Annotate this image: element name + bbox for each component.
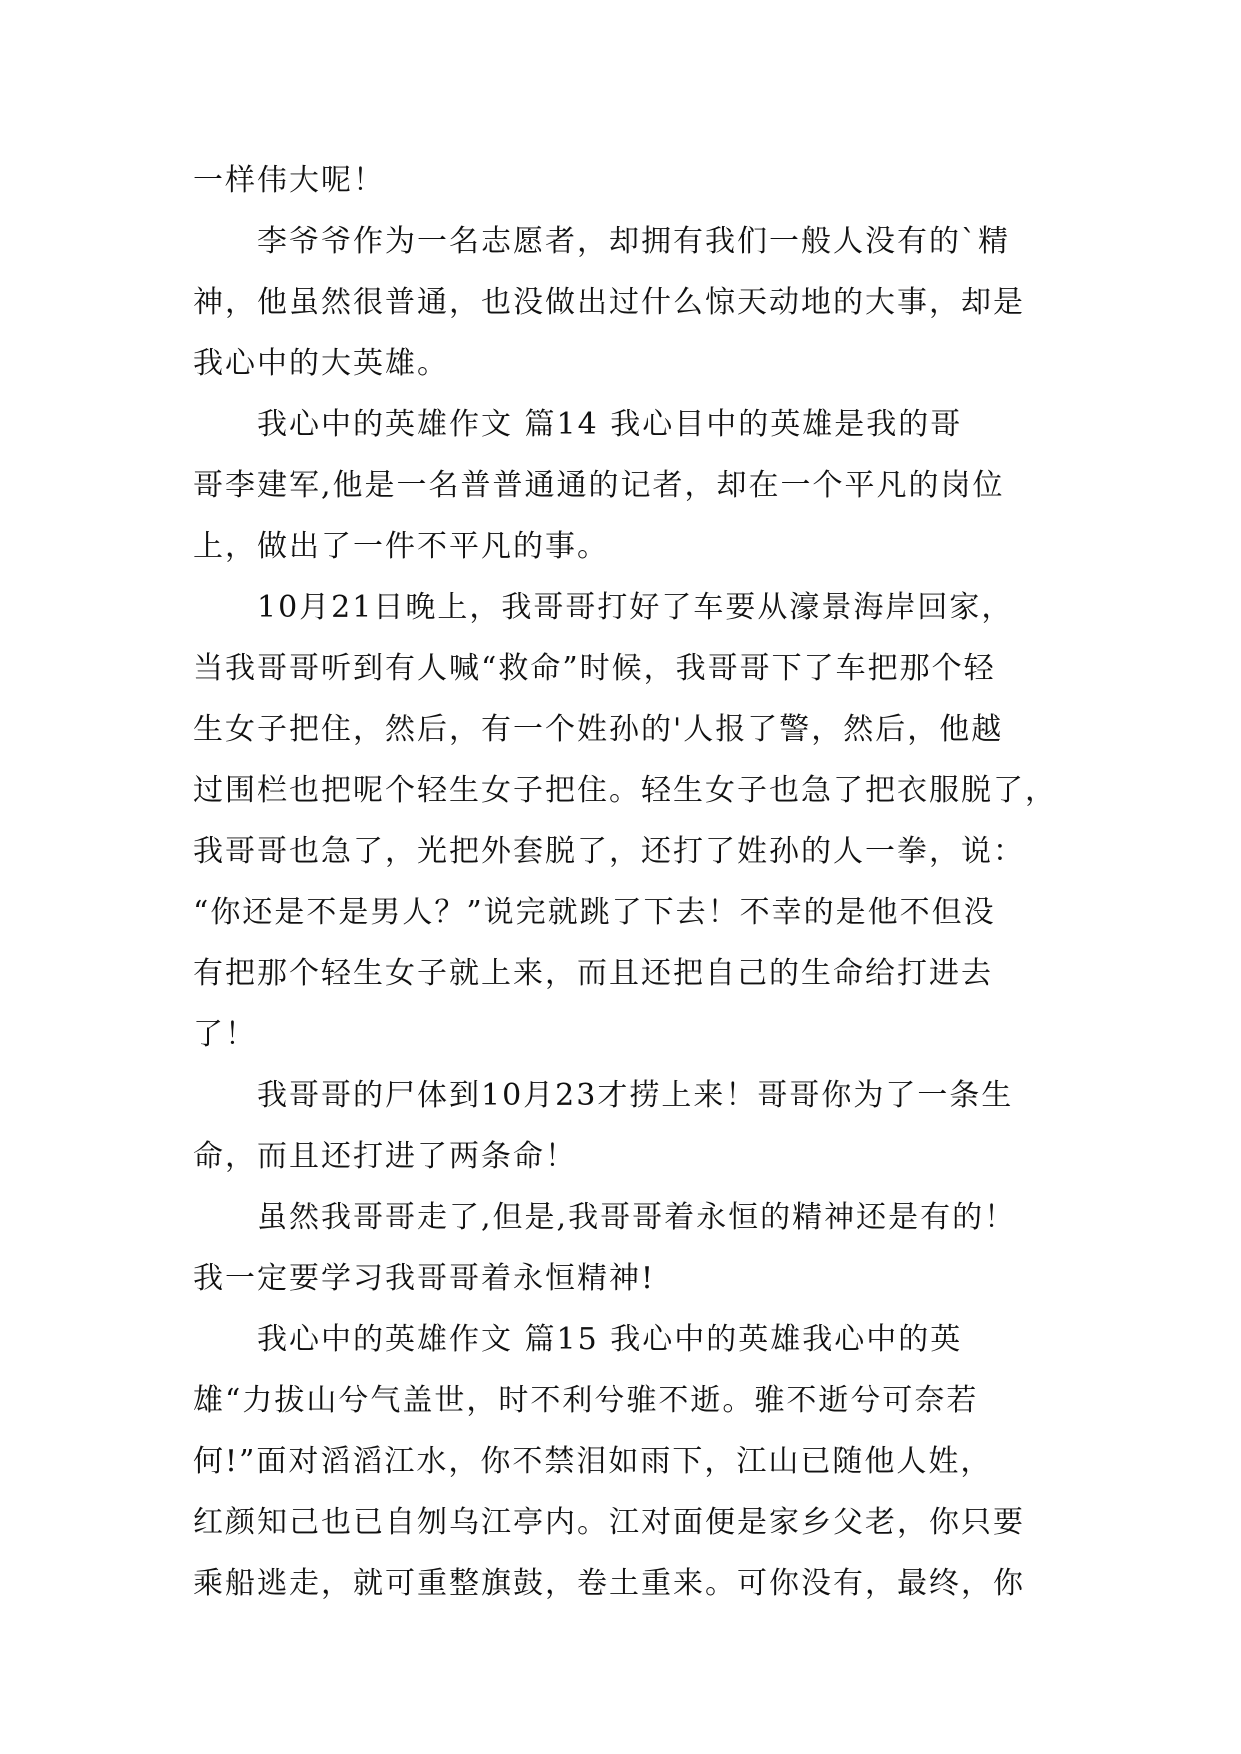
text-line: 神，他虽然很普通，也没做出过什么惊天动地的大事，却是 [193, 285, 1025, 320]
text-line: 何!”面对滔滔江水，你不禁泪如雨下，江山已随他人姓， [193, 1444, 993, 1479]
text-line: 李爷爷作为一名志愿者，却拥有我们一般人没有的`精 [257, 224, 1010, 259]
text-line: 我心中的英雄作文 篇15 我心中的英雄我心中的英 [257, 1322, 963, 1357]
text-line: 过围栏也把呢个轻生女子把住。轻生女子也急了把衣服脱了， [193, 773, 1057, 808]
text-line: 我一定要学习我哥哥着永恒精神! [193, 1261, 656, 1296]
text-line: 有把那个轻生女子就上来，而且还把自己的生命给打进去 [193, 956, 993, 991]
text-line: 命，而且还打进了两条命！ [193, 1139, 577, 1174]
text-line: 我哥哥的尸体到10月23才捞上来！哥哥你为了一条生 [257, 1078, 1014, 1113]
text-line: 当我哥哥听到有人喊“救命”时候，我哥哥下了车把那个轻 [193, 651, 996, 686]
text-line: 乘船逃走，就可重整旗鼓，卷土重来。可你没有，最终，你 [193, 1566, 1025, 1601]
text-line: 红颜知己也已自刎乌江亭内。江对面便是家乡父老，你只要 [193, 1505, 1025, 1540]
text-line: 我心中的英雄作文 篇14 我心目中的英雄是我的哥 [257, 407, 963, 442]
text-line: 哥李建军,他是一名普普通通的记者，却在一个平凡的岗位 [193, 468, 1005, 503]
text-line: 我心中的大英雄。 [193, 346, 449, 381]
text-line: 10月21日晚上，我哥哥打好了车要从濠景海岸回家， [257, 590, 1014, 625]
document-body [193, 150, 1057, 1614]
text-line: 我哥哥也急了，光把外套脱了，还打了姓孙的人一拳，说： [193, 834, 1025, 869]
text-line: 了！ [193, 1017, 257, 1052]
text-line: 生女子把住，然后，有一个姓孙的'人报了警，然后，他越 [193, 712, 1004, 747]
text-line: “你还是不是男人？”说完就跳了下去！不幸的是他不但没 [193, 895, 996, 930]
text-line: 上，做出了一件不平凡的事。 [193, 529, 609, 564]
text-line: 一样伟大呢！ [193, 163, 385, 198]
text-line: 雄“力拔山兮气盖世，时不利兮骓不逝。骓不逝兮可奈若 [193, 1383, 979, 1418]
text-line: 虽然我哥哥走了,但是,我哥哥着永恒的精神还是有的！ [257, 1200, 1017, 1235]
